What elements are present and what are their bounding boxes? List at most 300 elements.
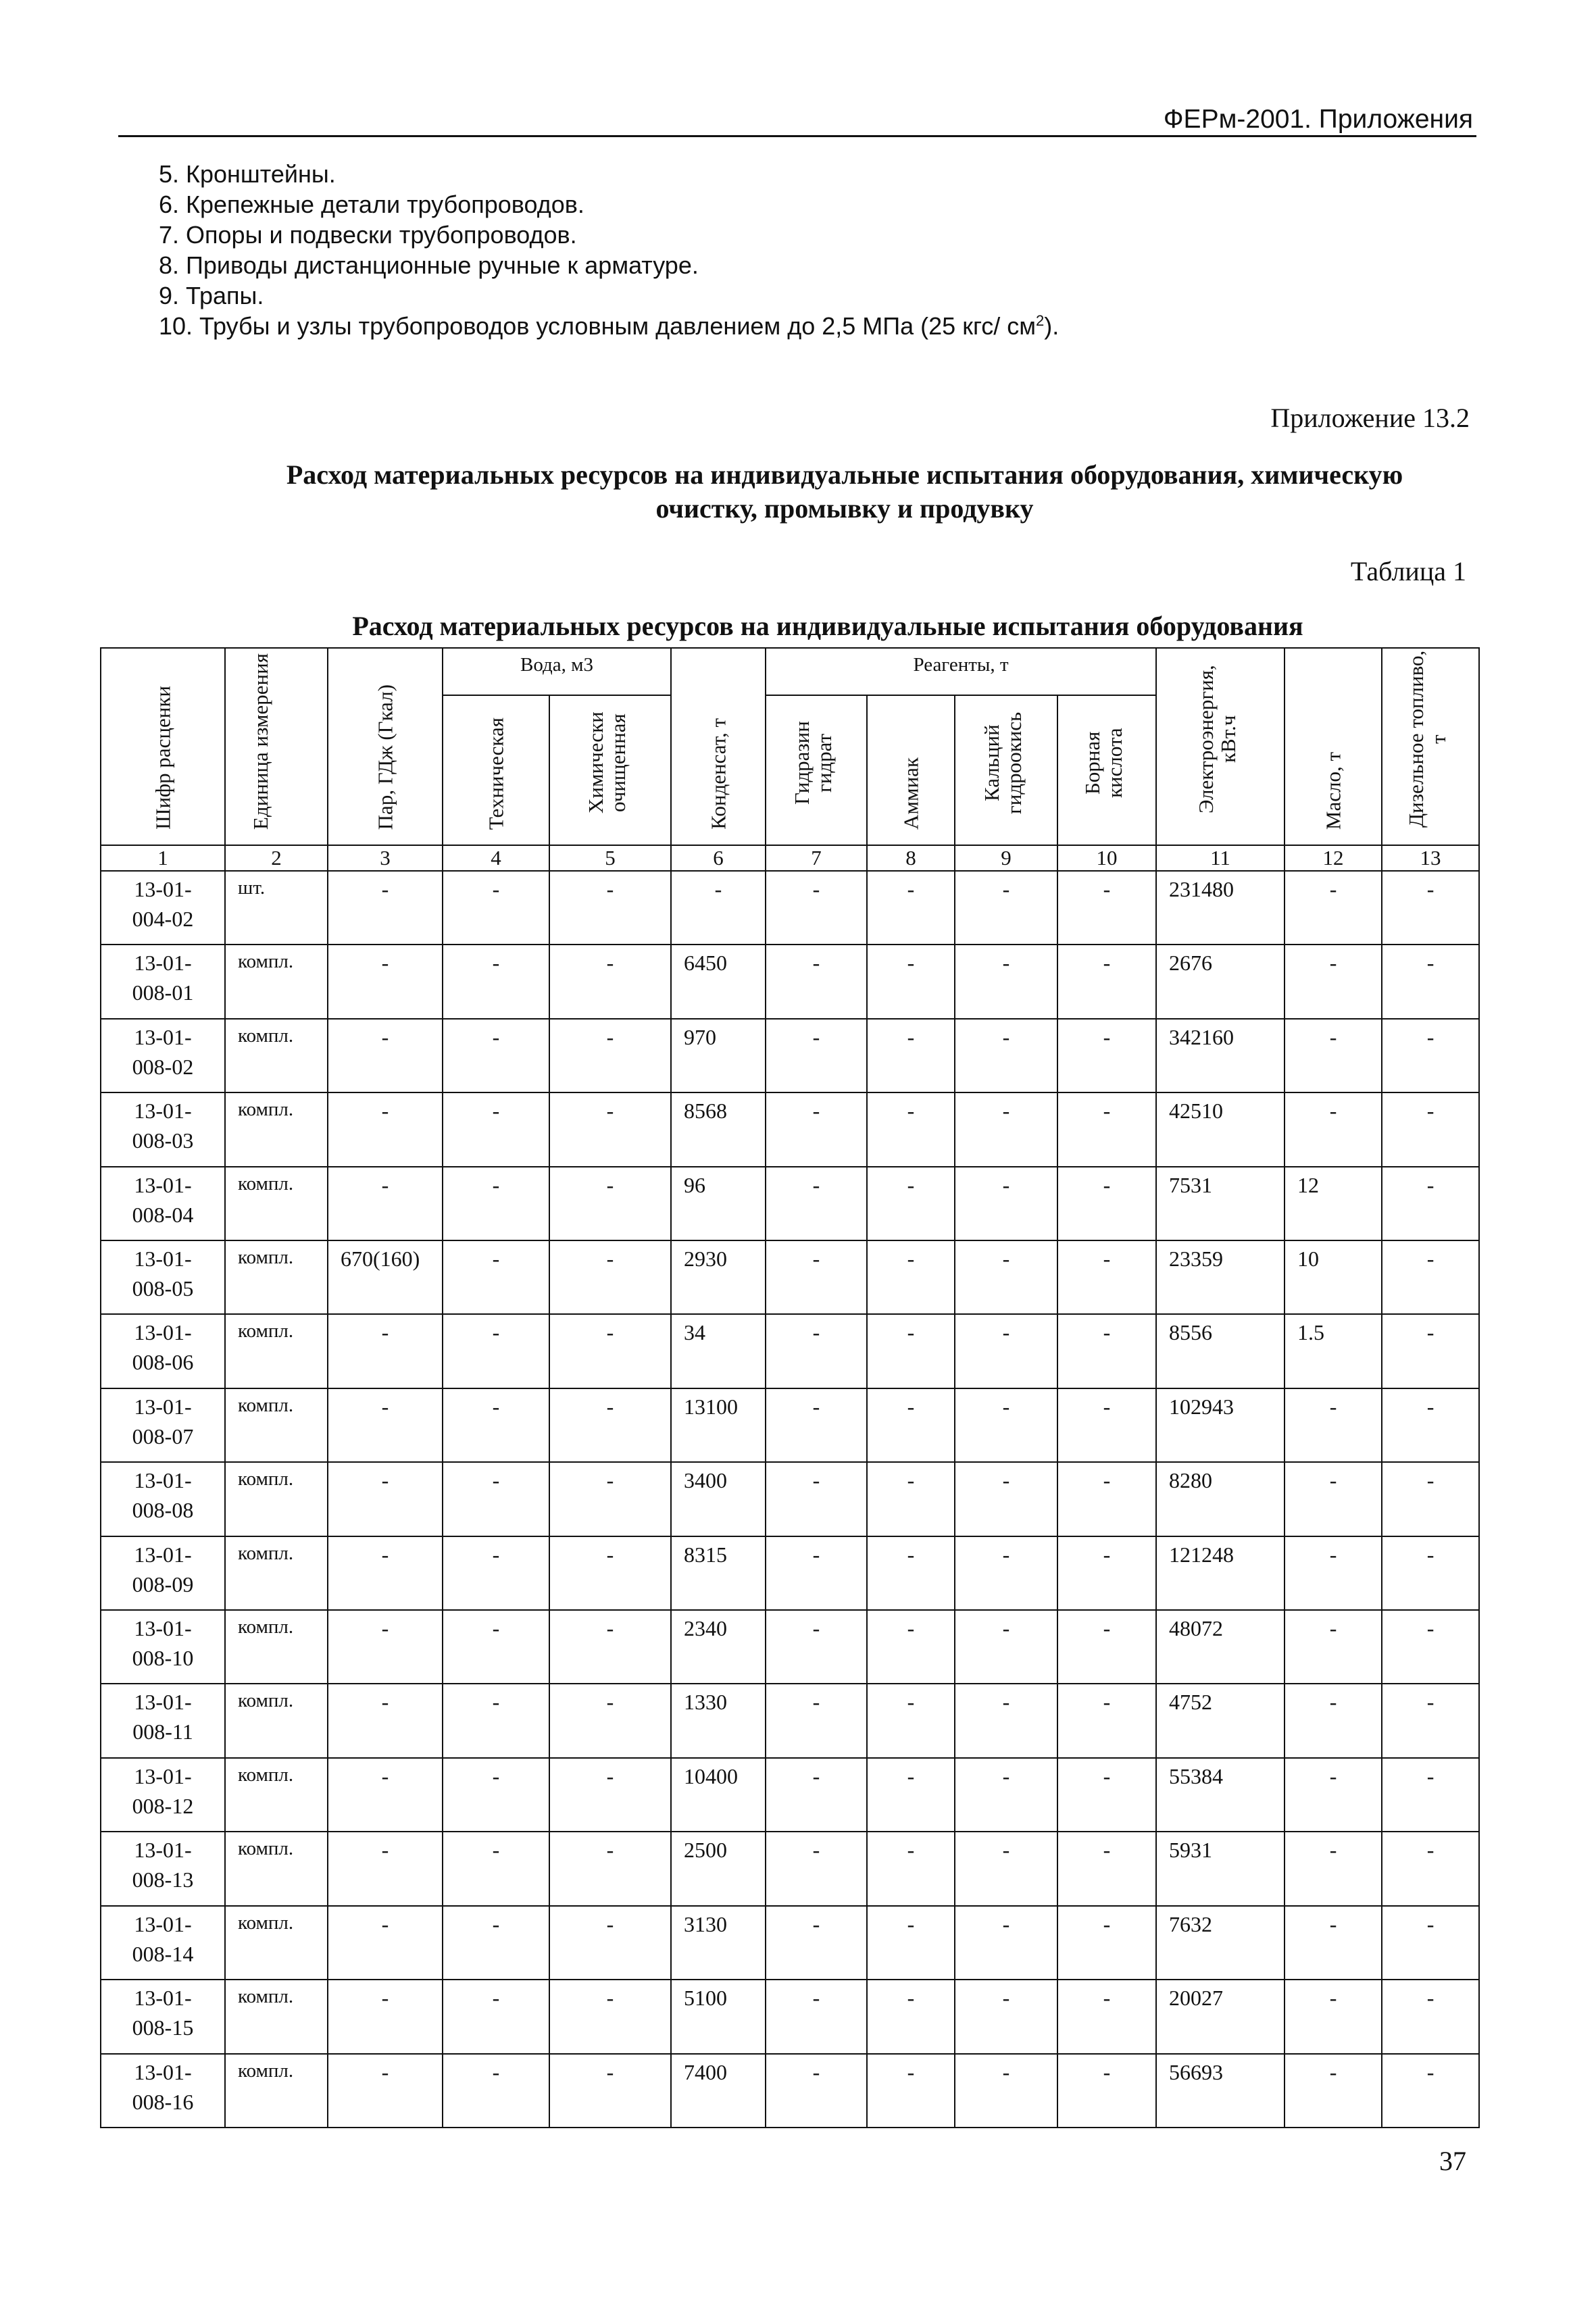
cell-value: - bbox=[1057, 871, 1156, 945]
header-ammonia: Аммиак bbox=[867, 695, 955, 845]
cell-value: - bbox=[766, 1980, 867, 2053]
cell-value: - bbox=[1285, 945, 1382, 1018]
header-boric: Борная кислота bbox=[1057, 695, 1156, 845]
list-item: 9. Трапы. bbox=[159, 282, 264, 309]
cell-code bbox=[101, 1092, 225, 1166]
cell-value: - bbox=[1382, 945, 1479, 1018]
header-water-group: Вода, м3 bbox=[443, 648, 671, 695]
cell-value: - bbox=[549, 1388, 671, 1462]
cell-value: - bbox=[549, 1684, 671, 1757]
cell-value: - bbox=[1057, 1092, 1156, 1166]
cell-value: - bbox=[955, 1906, 1057, 1980]
table-row bbox=[101, 1758, 1479, 1832]
cell-value: - bbox=[955, 1980, 1057, 2053]
cell-value: 7632 bbox=[1156, 1906, 1285, 1980]
cell-value: - bbox=[443, 1462, 549, 1536]
cell-value: 6450 bbox=[671, 945, 766, 1018]
cell-value: - bbox=[867, 1980, 955, 2053]
item-list bbox=[159, 159, 1375, 341]
cell-value: - bbox=[671, 871, 766, 945]
running-header: ФЕРм-2001. Приложения bbox=[1163, 105, 1473, 134]
cell-value: - bbox=[955, 1832, 1057, 1905]
cell-value: 13100 bbox=[671, 1388, 766, 1462]
cell-code bbox=[101, 871, 225, 945]
cell-code-part: 13-01- bbox=[134, 1542, 192, 1567]
cell-value: 8280 bbox=[1156, 1462, 1285, 1536]
header-oil: Масло, т bbox=[1285, 648, 1382, 845]
header-electricity: Электроэнергия, кВт.ч bbox=[1156, 648, 1285, 845]
cell-code-part: 008-11 bbox=[132, 1719, 193, 1744]
cell-value: - bbox=[443, 2054, 549, 2128]
cell-value: - bbox=[549, 1610, 671, 1684]
cell-value: - bbox=[328, 1092, 443, 1166]
cell-value: - bbox=[328, 1167, 443, 1240]
cell-code-part: 13-01- bbox=[134, 1320, 192, 1345]
header-code: Шифр расценки bbox=[101, 648, 225, 845]
cell-value: - bbox=[443, 1388, 549, 1462]
header-condensate: Конденсат, т bbox=[671, 648, 766, 845]
cell-unit: компл. bbox=[225, 1610, 328, 1684]
column-number: 6 bbox=[671, 845, 766, 871]
cell-value: - bbox=[1057, 1758, 1156, 1832]
header-rule bbox=[118, 135, 1476, 137]
cell-code-part: 13-01- bbox=[134, 1099, 192, 1124]
cell-value: 2340 bbox=[671, 1610, 766, 1684]
cell-value: - bbox=[549, 1536, 671, 1610]
cell-value: 342160 bbox=[1156, 1019, 1285, 1092]
cell-value: - bbox=[955, 1684, 1057, 1757]
cell-value: - bbox=[328, 2054, 443, 2128]
cell-unit: компл. bbox=[225, 1240, 328, 1314]
cell-value: - bbox=[766, 1832, 867, 1905]
cell-code bbox=[101, 2054, 225, 2128]
cell-code-part: 13-01- bbox=[134, 1763, 192, 1788]
cell-value: - bbox=[955, 1610, 1057, 1684]
cell-value: - bbox=[1285, 1758, 1382, 1832]
list-item: 8. Приводы дистанционные ручные к арматуре. bbox=[159, 251, 699, 279]
cell-code-part: 13-01- bbox=[134, 1024, 192, 1049]
cell-value: - bbox=[867, 1462, 955, 1536]
cell-value: - bbox=[955, 1388, 1057, 1462]
cell-value: - bbox=[1285, 1536, 1382, 1610]
cell-unit: компл. bbox=[225, 1092, 328, 1166]
header-reagents-group: Реагенты, т bbox=[766, 648, 1156, 695]
cell-value: 7531 bbox=[1156, 1167, 1285, 1240]
cell-unit: компл. bbox=[225, 1980, 328, 2053]
cell-code bbox=[101, 1536, 225, 1610]
cell-value: - bbox=[1382, 1906, 1479, 1980]
cell-value: - bbox=[867, 2054, 955, 2128]
cell-code bbox=[101, 1906, 225, 1980]
cell-value: - bbox=[1285, 1462, 1382, 1536]
cell-value: - bbox=[766, 1019, 867, 1092]
cell-unit: компл. bbox=[225, 1906, 328, 1980]
header-hydrazine: Гидразин гидрат bbox=[766, 695, 867, 845]
cell-value: - bbox=[549, 1019, 671, 1092]
cell-value: - bbox=[1382, 1019, 1479, 1092]
cell-code-part: 13-01- bbox=[134, 1247, 192, 1272]
cell-code bbox=[101, 1388, 225, 1462]
cell-value: 1.5 bbox=[1285, 1314, 1382, 1388]
header-unit: Единица измерения bbox=[225, 648, 328, 845]
cell-code-part: 008-15 bbox=[132, 2015, 194, 2040]
cell-value: - bbox=[1382, 1240, 1479, 1314]
page-title-line: Расход материальных ресурсов на индивидуальные испытания оборудования, химическую bbox=[286, 459, 1403, 490]
cell-value: - bbox=[549, 1314, 671, 1388]
cell-value: - bbox=[867, 871, 955, 945]
table-body bbox=[101, 845, 1479, 2128]
cell-code-part: 008-09 bbox=[132, 1571, 194, 1596]
list-item: 6. Крепежные детали трубопроводов. bbox=[159, 191, 584, 218]
cell-code-part: 13-01- bbox=[134, 1616, 192, 1641]
cell-value: - bbox=[766, 1388, 867, 1462]
table-row bbox=[101, 945, 1479, 1018]
table-title: Расход материальных ресурсов на индивидуальные испытания оборудования bbox=[352, 611, 1303, 641]
cell-code bbox=[101, 1832, 225, 1905]
cell-value: - bbox=[328, 1832, 443, 1905]
cell-value: 7400 bbox=[671, 2054, 766, 2128]
cell-value: - bbox=[766, 2054, 867, 2128]
cell-code-part: 008-01 bbox=[132, 980, 194, 1005]
cell-value: - bbox=[328, 1314, 443, 1388]
cell-value: - bbox=[1382, 1314, 1479, 1388]
cell-value: 2676 bbox=[1156, 945, 1285, 1018]
cell-value: 8315 bbox=[671, 1536, 766, 1610]
column-number: 4 bbox=[443, 845, 549, 871]
cell-code-part: 008-13 bbox=[132, 1867, 194, 1892]
cell-value: - bbox=[549, 1906, 671, 1980]
cell-value: - bbox=[955, 1240, 1057, 1314]
cell-value: 231480 bbox=[1156, 871, 1285, 945]
cell-value: - bbox=[1285, 871, 1382, 945]
cell-code-part: 004-02 bbox=[132, 907, 194, 931]
cell-value: - bbox=[955, 1462, 1057, 1536]
cell-value: - bbox=[867, 1388, 955, 1462]
cell-value: 3130 bbox=[671, 1906, 766, 1980]
cell-value: - bbox=[1382, 1092, 1479, 1166]
column-number: 7 bbox=[766, 845, 867, 871]
cell-value: - bbox=[1057, 1240, 1156, 1314]
cell-code-part: 008-05 bbox=[132, 1276, 194, 1301]
cell-value: - bbox=[955, 1092, 1057, 1166]
cell-code bbox=[101, 1019, 225, 1092]
column-number: 13 bbox=[1382, 845, 1479, 871]
cell-value: - bbox=[328, 1536, 443, 1610]
cell-value: - bbox=[1057, 1906, 1156, 1980]
cell-value: 2930 bbox=[671, 1240, 766, 1314]
cell-value: - bbox=[867, 1092, 955, 1166]
cell-value: - bbox=[328, 1388, 443, 1462]
cell-unit: компл. bbox=[225, 1684, 328, 1757]
cell-value: - bbox=[1057, 1980, 1156, 2053]
cell-value: - bbox=[766, 1684, 867, 1757]
cell-unit: компл. bbox=[225, 2054, 328, 2128]
table-row bbox=[101, 1832, 1479, 1905]
cell-value: - bbox=[1285, 1684, 1382, 1757]
cell-value: - bbox=[549, 945, 671, 1018]
cell-value: - bbox=[1057, 1684, 1156, 1757]
cell-value: - bbox=[867, 1610, 955, 1684]
cell-unit: компл. bbox=[225, 945, 328, 1018]
table-row bbox=[101, 1388, 1479, 1462]
column-number: 2 bbox=[225, 845, 328, 871]
cell-value: - bbox=[1382, 1536, 1479, 1610]
cell-unit: компл. bbox=[225, 1462, 328, 1536]
cell-value: - bbox=[1382, 1832, 1479, 1905]
cell-value: - bbox=[766, 1092, 867, 1166]
cell-value: - bbox=[443, 1314, 549, 1388]
cell-value: - bbox=[955, 871, 1057, 945]
cell-value: - bbox=[328, 1684, 443, 1757]
column-number: 8 bbox=[867, 845, 955, 871]
page-title-line: очистку, промывку и продувку bbox=[655, 493, 1034, 524]
column-number: 11 bbox=[1156, 845, 1285, 871]
cell-value: - bbox=[766, 871, 867, 945]
cell-value: 121248 bbox=[1156, 1536, 1285, 1610]
cell-code-part: 13-01- bbox=[134, 1468, 192, 1493]
cell-value: - bbox=[1382, 1610, 1479, 1684]
cell-value: 5931 bbox=[1156, 1832, 1285, 1905]
cell-unit: компл. bbox=[225, 1388, 328, 1462]
cell-value: - bbox=[549, 1462, 671, 1536]
cell-unit: компл. bbox=[225, 1758, 328, 1832]
cell-code bbox=[101, 1240, 225, 1314]
cell-value: - bbox=[766, 1536, 867, 1610]
cell-code bbox=[101, 945, 225, 1018]
cell-value: - bbox=[867, 1832, 955, 1905]
header-steam: Пар, ГДж (Гкал) bbox=[328, 648, 443, 845]
list-item bbox=[159, 311, 1375, 341]
cell-value: - bbox=[867, 1314, 955, 1388]
cell-value: 20027 bbox=[1156, 1980, 1285, 2053]
list-item-suffix: ). bbox=[1044, 312, 1059, 340]
list-item: 5. Кронштейны. bbox=[159, 160, 336, 188]
cell-code-part: 008-12 bbox=[132, 1793, 194, 1818]
cell-value: - bbox=[867, 1019, 955, 1092]
column-number: 3 bbox=[328, 845, 443, 871]
table-row bbox=[101, 1610, 1479, 1684]
cell-value: - bbox=[328, 1610, 443, 1684]
cell-value: - bbox=[1382, 1462, 1479, 1536]
cell-code-part: 13-01- bbox=[134, 1838, 192, 1863]
table-row bbox=[101, 1240, 1479, 1314]
cell-value: - bbox=[1285, 1832, 1382, 1905]
cell-value: - bbox=[443, 871, 549, 945]
cell-code-part: 13-01- bbox=[134, 2059, 192, 2084]
cell-code bbox=[101, 1462, 225, 1536]
table-row bbox=[101, 1536, 1479, 1610]
cell-value: - bbox=[1382, 2054, 1479, 2128]
cell-value: 48072 bbox=[1156, 1610, 1285, 1684]
cell-value: - bbox=[955, 945, 1057, 1018]
cell-value: - bbox=[443, 1240, 549, 1314]
cell-value: - bbox=[955, 1019, 1057, 1092]
column-number: 10 bbox=[1057, 845, 1156, 871]
cell-value: 12 bbox=[1285, 1167, 1382, 1240]
column-number: 1 bbox=[101, 845, 225, 871]
cell-value: - bbox=[1285, 1906, 1382, 1980]
cell-value: - bbox=[1285, 1019, 1382, 1092]
cell-value: - bbox=[1057, 1167, 1156, 1240]
cell-value: - bbox=[549, 1980, 671, 2053]
page-number: 37 bbox=[1439, 2146, 1466, 2176]
list-item: 7. Опоры и подвески трубопроводов. bbox=[159, 221, 577, 249]
cell-value: - bbox=[443, 1684, 549, 1757]
cell-unit: компл. bbox=[225, 1019, 328, 1092]
cell-value: - bbox=[1285, 1610, 1382, 1684]
cell-code-part: 008-14 bbox=[132, 1941, 194, 1966]
cell-value: - bbox=[549, 1167, 671, 1240]
cell-value: - bbox=[549, 2054, 671, 2128]
table-row bbox=[101, 1980, 1479, 2053]
list-item-text: 10. Трубы и узлы трубопроводов условным давлением до 2,5 МПа (25 кгс/ см bbox=[159, 312, 1037, 340]
cell-value: - bbox=[443, 1980, 549, 2053]
cell-value: - bbox=[1057, 945, 1156, 1018]
cell-value: - bbox=[766, 1462, 867, 1536]
cell-value: 102943 bbox=[1156, 1388, 1285, 1462]
column-number: 5 bbox=[549, 845, 671, 871]
cell-value: - bbox=[1382, 1684, 1479, 1757]
table-row bbox=[101, 1906, 1479, 1980]
cell-value: - bbox=[328, 1758, 443, 1832]
cell-value: - bbox=[328, 1462, 443, 1536]
cell-code-part: 008-16 bbox=[132, 2089, 194, 2114]
cell-value: - bbox=[955, 1167, 1057, 1240]
cell-value: - bbox=[1057, 1610, 1156, 1684]
cell-code-part: 008-08 bbox=[132, 1498, 194, 1523]
cell-value: - bbox=[1057, 1832, 1156, 1905]
cell-value: - bbox=[328, 1019, 443, 1092]
cell-unit: компл. bbox=[225, 1832, 328, 1905]
table-row bbox=[101, 1092, 1479, 1166]
cell-value: 5100 bbox=[671, 1980, 766, 2053]
cell-value: - bbox=[443, 1758, 549, 1832]
cell-code bbox=[101, 1314, 225, 1388]
cell-value: - bbox=[955, 2054, 1057, 2128]
header-calcium: Кальций гидроокись bbox=[955, 695, 1057, 845]
cell-value: 4752 bbox=[1156, 1684, 1285, 1757]
cell-value: 970 bbox=[671, 1019, 766, 1092]
cell-value: - bbox=[955, 1314, 1057, 1388]
page-title bbox=[203, 458, 1487, 526]
cell-unit: компл. bbox=[225, 1167, 328, 1240]
cell-value: - bbox=[1285, 1388, 1382, 1462]
cell-value: - bbox=[1382, 1980, 1479, 2053]
appendix-label: Приложение 13.2 bbox=[1270, 403, 1470, 433]
table-row bbox=[101, 1462, 1479, 1536]
cell-code-part: 13-01- bbox=[134, 1911, 192, 1936]
cell-value: - bbox=[867, 1906, 955, 1980]
cell-value: - bbox=[1382, 1758, 1479, 1832]
cell-value: 34 bbox=[671, 1314, 766, 1388]
cell-value: - bbox=[328, 871, 443, 945]
cell-value: - bbox=[549, 1092, 671, 1166]
cell-value: - bbox=[1285, 1980, 1382, 2053]
column-number: 12 bbox=[1285, 845, 1382, 871]
cell-value: - bbox=[766, 1240, 867, 1314]
cell-value: 10 bbox=[1285, 1240, 1382, 1314]
cell-value: - bbox=[1382, 871, 1479, 945]
header-diesel: Дизельное топливо, т bbox=[1382, 648, 1479, 845]
cell-value: 55384 bbox=[1156, 1758, 1285, 1832]
cell-value: - bbox=[1057, 1019, 1156, 1092]
cell-value: - bbox=[549, 871, 671, 945]
cell-unit: компл. bbox=[225, 1536, 328, 1610]
cell-value: 2500 bbox=[671, 1832, 766, 1905]
cell-value: - bbox=[955, 1536, 1057, 1610]
cell-value: - bbox=[443, 1832, 549, 1905]
header-water-chem: Химически очищенная bbox=[549, 695, 671, 845]
header-water-tech: Техническая bbox=[443, 695, 549, 845]
cell-value: - bbox=[1285, 1092, 1382, 1166]
cell-value: - bbox=[867, 1758, 955, 1832]
cell-value: - bbox=[1057, 1388, 1156, 1462]
cell-value: - bbox=[549, 1240, 671, 1314]
cell-code bbox=[101, 1980, 225, 2053]
cell-value: - bbox=[867, 1167, 955, 1240]
cell-value: - bbox=[867, 1536, 955, 1610]
cell-code bbox=[101, 1167, 225, 1240]
cell-value: - bbox=[328, 1906, 443, 1980]
cell-value: - bbox=[549, 1758, 671, 1832]
cell-value: - bbox=[443, 1019, 549, 1092]
table-row bbox=[101, 1684, 1479, 1757]
cell-value: 8568 bbox=[671, 1092, 766, 1166]
cell-value: - bbox=[1057, 1536, 1156, 1610]
cell-value: 8556 bbox=[1156, 1314, 1285, 1388]
cell-code-part: 008-07 bbox=[132, 1424, 194, 1449]
cell-code-part: 008-03 bbox=[132, 1128, 194, 1153]
cell-value: - bbox=[766, 1906, 867, 1980]
cell-value: - bbox=[328, 1980, 443, 2053]
cell-value: 42510 bbox=[1156, 1092, 1285, 1166]
cell-value: - bbox=[766, 1167, 867, 1240]
resource-table bbox=[100, 647, 1480, 2128]
cell-value: - bbox=[1057, 1314, 1156, 1388]
cell-value: - bbox=[1285, 2054, 1382, 2128]
cell-value: 23359 bbox=[1156, 1240, 1285, 1314]
cell-value: - bbox=[1057, 1462, 1156, 1536]
cell-code-part: 13-01- bbox=[134, 951, 192, 976]
cell-value: - bbox=[1382, 1388, 1479, 1462]
cell-value: - bbox=[443, 1906, 549, 1980]
cell-value: 3400 bbox=[671, 1462, 766, 1536]
cell-unit: шт. bbox=[225, 871, 328, 945]
cell-value: - bbox=[1382, 1167, 1479, 1240]
table-row bbox=[101, 871, 1479, 945]
cell-value: 10400 bbox=[671, 1758, 766, 1832]
cell-value: - bbox=[766, 945, 867, 1018]
cell-value: - bbox=[766, 1758, 867, 1832]
column-number-row bbox=[101, 845, 1479, 871]
cell-unit: компл. bbox=[225, 1314, 328, 1388]
cell-value: - bbox=[328, 945, 443, 1018]
cell-code-part: 13-01- bbox=[134, 1986, 192, 2011]
cell-code-part: 13-01- bbox=[134, 877, 192, 901]
cell-code-part: 008-10 bbox=[132, 1646, 194, 1671]
cell-value: - bbox=[549, 1832, 671, 1905]
cell-value: - bbox=[766, 1314, 867, 1388]
cell-value: - bbox=[443, 1092, 549, 1166]
cell-code bbox=[101, 1684, 225, 1757]
cell-value: - bbox=[955, 1758, 1057, 1832]
table-row bbox=[101, 2054, 1479, 2128]
cell-value: - bbox=[443, 1167, 549, 1240]
cell-value: 1330 bbox=[671, 1684, 766, 1757]
cell-value: - bbox=[766, 1610, 867, 1684]
cell-value: - bbox=[443, 1610, 549, 1684]
cell-code bbox=[101, 1758, 225, 1832]
